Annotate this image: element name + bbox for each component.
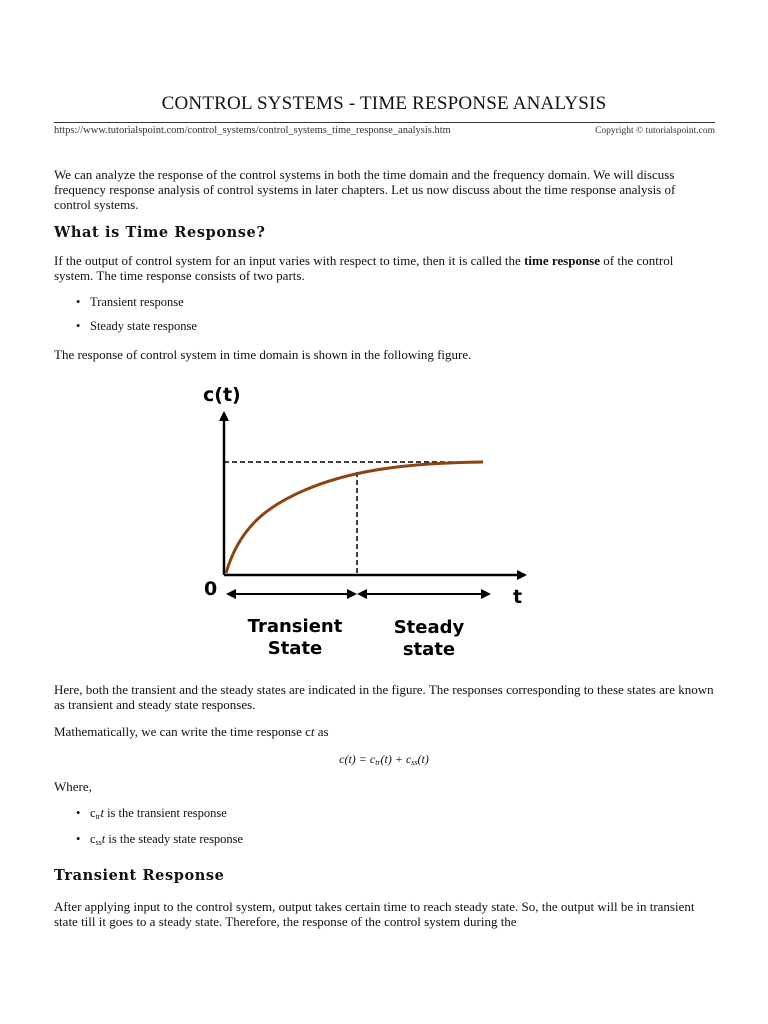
eq-sub-ss: ss	[411, 758, 418, 767]
eq-part-1: c(t) = c	[339, 752, 376, 766]
bullet-steady: Steady state response	[90, 319, 197, 333]
where-text: is the transient response	[103, 806, 227, 820]
time-response-equation	[0, 752, 768, 767]
math-intro-var: t	[310, 724, 315, 739]
y-axis-label: c(t)	[203, 384, 241, 406]
page-title: CONTROL SYSTEMS - TIME RESPONSE ANALYSIS	[161, 93, 607, 114]
math-intro-end: as	[314, 724, 329, 739]
states-paragraph: Here, both the transient and the steady states are indicated in the figure. The responses corresponding to these states are known as transient and steady state responses.	[54, 682, 714, 712]
transient-label-line2: State	[267, 638, 323, 659]
eq-part-2: (t) + c	[380, 752, 412, 766]
where-sub: ss	[95, 838, 102, 847]
intro-paragraph: We can analyze the response of the control systems in both the time domain and the frequency domain. We will discuss frequency response analysis of control systems in later chapters. Let us now discuss about the time response analysis of control systems.	[54, 167, 676, 212]
list-item: • $c_{tr}t$ is the transient response	[76, 806, 227, 821]
where-var: t	[101, 832, 106, 846]
response-curve	[226, 462, 483, 573]
section-heading-time-response: What is Time Response?	[54, 224, 266, 241]
where-var: t	[100, 806, 104, 820]
para-bold: time response	[524, 253, 601, 268]
section-heading-transient-response: Transient Response	[54, 867, 225, 884]
time-response-figure	[195, 375, 535, 665]
where-label: Where,	[54, 779, 92, 794]
list-item: • Steady state response	[76, 319, 197, 333]
transient-label-line1: Transient	[247, 616, 343, 637]
eq-part-3: (t)	[417, 752, 429, 766]
eq-sub-tr: tr	[375, 758, 381, 767]
figure-intro: The response of control system in time domain is shown in the following figure.	[54, 347, 472, 362]
where-sub: tr	[95, 812, 101, 821]
steady-label-line1: Steady	[393, 617, 465, 638]
para-text-1: If the output of control system for an input varies with respect to time, then it is called the	[54, 253, 525, 268]
where-text: is the steady state response	[105, 832, 244, 846]
bullet-transient: Transient response	[90, 295, 184, 309]
steady-label-line2: state	[402, 639, 456, 660]
para-text-2: of the control system. The time response consists of two parts.	[54, 253, 674, 283]
time-response-paragraph	[54, 253, 714, 283]
url-bar	[54, 122, 715, 139]
source-url[interactable]: https://www.tutorialspoint.com/control_systems/control_systems_time_response_analysis.htm	[54, 125, 451, 136]
where-sym: c	[90, 806, 96, 820]
list-item: • Transient response	[76, 295, 184, 309]
x-axis-label: t	[513, 586, 523, 608]
list-item: • $c_{ss}t$ is the steady state response	[76, 832, 244, 847]
origin-label: 0	[204, 578, 218, 600]
copyright-text: Copyright © tutorialspoint.com	[595, 126, 715, 136]
where-sym: c	[90, 832, 96, 846]
math-intro	[54, 724, 714, 739]
math-intro-text: Mathematically, we can write the time response c	[54, 724, 311, 739]
transient-paragraph: After applying input to the control system, output takes certain time to reach steady state. So, the output will be in transient state till it goes to a steady state. Therefore, the response of the control system during the	[54, 899, 695, 929]
